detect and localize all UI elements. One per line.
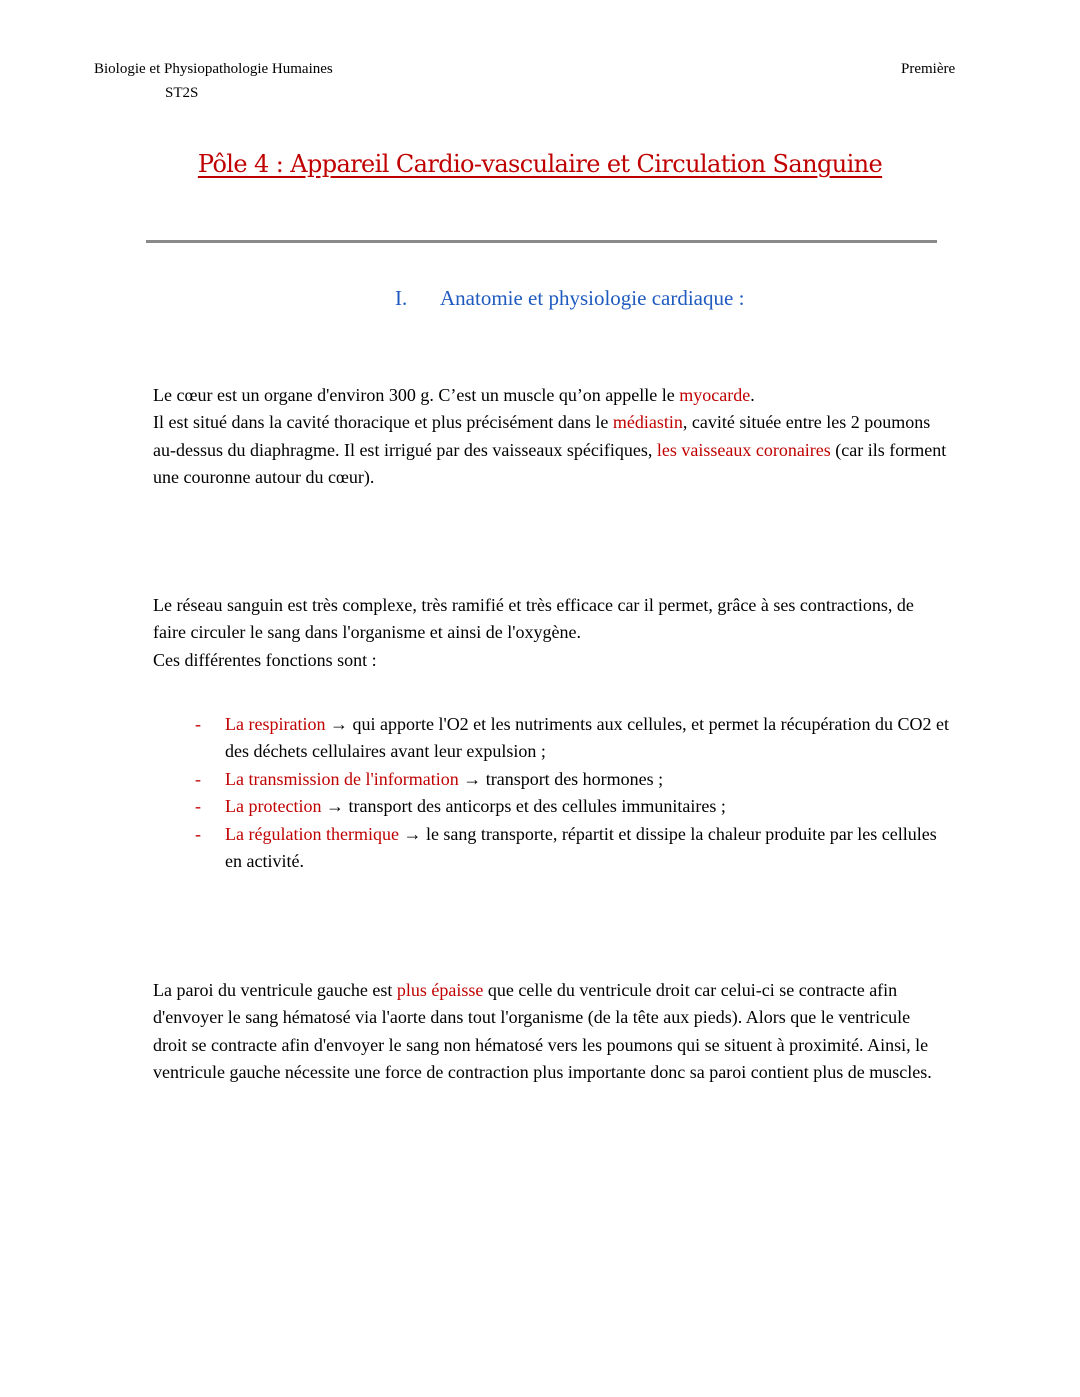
header-class: ST2S — [165, 85, 199, 101]
list-term: La régulation thermique — [225, 823, 399, 844]
list-item — [195, 821, 955, 876]
text: que celle du ventricule droit car celui-ci se contracte afin d'envoyer le sang hématosé via l'aorte dans tout l'organisme (de la tête aux pieds). Alors que le ventricule droit se contracte afin d'envoyer le sang non hématosé vers les poumons qui se situent à proximité. Ainsi, le ventricule gauche nécessite une force de contraction plus importante donc sa paroi contient plus de muscles. — [153, 980, 932, 1083]
text: Il est situé dans la cavité thoracique et plus précisément dans le — [153, 412, 613, 433]
text: Le réseau sanguin est très complexe, très ramifié et très efficace car il permet, grâce à ses contractions, de faire circuler le sang dans l'organisme et ainsi de l'oxygène. — [153, 595, 914, 643]
keyword-mediastin: médiastin — [612, 412, 683, 433]
horizontal-rule — [146, 240, 937, 243]
paragraph-network — [153, 592, 948, 674]
text: (car ils forment une couronne autour du cœur). — [153, 439, 947, 488]
header-subject: Biologie et Physiopathologie Humaines — [94, 61, 333, 77]
text: , cavité située entre les 2 poumons au-dessus du diaphragme. Il est irrigué par des vaisseaux spécifiques, — [153, 412, 931, 460]
functions-list — [195, 711, 955, 875]
list-text: → le sang transporte, répartit et dissipe la chaleur produite par les cellules en activité. — [225, 823, 937, 872]
paragraph-heart — [153, 382, 948, 492]
header-level: Première — [901, 61, 956, 77]
keyword-myocarde: myocarde — [679, 385, 751, 405]
bullet-dash: - — [195, 714, 201, 734]
list-term: La protection — [225, 796, 322, 817]
keyword-vaisseaux-coronaires: les vaisseaux coronaires — [656, 439, 831, 460]
list-text: → transport des hormones ; — [458, 768, 664, 789]
list-term: La transmission de l'information — [225, 768, 459, 789]
list-text: → transport des anticorps et des cellules immunitaires ; — [321, 796, 726, 817]
paragraph-ventricle — [153, 977, 933, 1087]
section-title: Anatomie et physiologie cardiaque : — [440, 286, 745, 310]
keyword-plus-epaisse: plus épaisse — [396, 980, 484, 1000]
bullet-dash: - — [195, 823, 201, 844]
section-heading — [395, 286, 744, 311]
list-text: → qui apporte l'O2 et les nutriments aux cellules, et permet la récupération du CO2 et des déchets cellulaires avant leur expulsion ; — [225, 714, 950, 762]
text: . — [750, 385, 755, 405]
text: La paroi du ventricule gauche est — [153, 980, 397, 1000]
list-item — [195, 766, 955, 793]
section-number: I. — [395, 286, 408, 310]
text: Le cœur est un organe d'environ 300 g. C’est un muscle qu’on appelle le — [153, 385, 680, 405]
list-term: La respiration — [225, 714, 326, 734]
bullet-dash: - — [195, 768, 201, 789]
bullet-dash: - — [195, 796, 201, 817]
page-title: Pôle 4 : Appareil Cardio-vasculaire et Circulation Sanguine — [197, 150, 883, 178]
list-item — [195, 711, 955, 766]
text: Ces différentes fonctions sont : — [153, 649, 377, 670]
list-item — [195, 793, 955, 820]
